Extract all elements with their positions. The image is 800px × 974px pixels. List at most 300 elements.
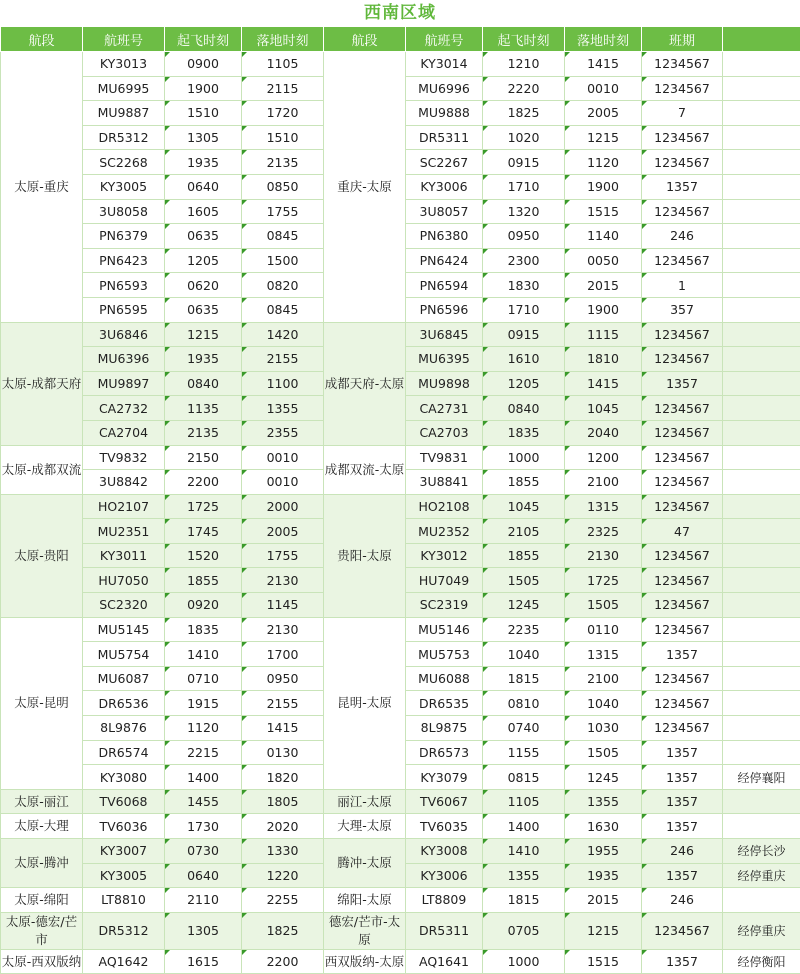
ret-depart-cell: 2220 [483,76,565,101]
ret-flight-cell: LT8809 [406,888,483,913]
header-note [723,27,800,52]
out-flight-cell: MU9897 [83,371,165,396]
ret-depart-cell: 1825 [483,101,565,126]
note-cell [723,494,800,519]
note-cell: 经停长沙 [723,839,800,864]
ret-depart-cell: 0810 [483,691,565,716]
ret-flight-cell: KY3014 [406,52,483,77]
ret-segment-cell: 昆明-太原 [324,617,406,789]
out-depart-cell: 1520 [165,543,242,568]
table-row [1,814,800,839]
ret-depart-cell: 0705 [483,912,565,949]
out-arrive-cell: 1355 [242,396,324,421]
note-cell: 经停襄阳 [723,765,800,790]
ret-depart-cell: 1855 [483,470,565,495]
ret-arrive-cell: 2040 [565,420,642,445]
schedule-days-cell: 357 [642,297,723,322]
out-depart-cell: 1935 [165,347,242,372]
ret-arrive-cell: 1215 [565,125,642,150]
schedule-days-cell: 246 [642,839,723,864]
out-arrive-cell: 0820 [242,273,324,298]
ret-flight-cell: KY3012 [406,543,483,568]
schedule-days-cell: 1234567 [642,199,723,224]
ret-segment-cell: 贵阳-太原 [324,494,406,617]
out-flight-cell: DR5312 [83,125,165,150]
table-row [1,888,800,913]
out-flight-cell: DR6536 [83,691,165,716]
ret-arrive-cell: 1200 [565,445,642,470]
out-arrive-cell: 2115 [242,76,324,101]
note-cell [723,789,800,814]
note-cell: 经停重庆 [723,912,800,949]
schedule-days-cell: 1234567 [642,150,723,175]
header-schedule-days: 班期 [642,27,723,52]
schedule-days-cell: 1 [642,273,723,298]
out-arrive-cell: 0010 [242,445,324,470]
out-arrive-cell: 0845 [242,297,324,322]
out-arrive-cell: 2000 [242,494,324,519]
out-flight-cell: 3U8842 [83,470,165,495]
out-segment-cell: 太原-腾冲 [1,839,83,888]
ret-depart-cell: 1400 [483,814,565,839]
schedule-days-cell: 1357 [642,174,723,199]
note-cell [723,568,800,593]
header-ret-segment: 航段 [324,27,406,52]
out-arrive-cell: 2155 [242,347,324,372]
ret-flight-cell: SC2267 [406,150,483,175]
note-cell [723,52,800,77]
note-cell [723,420,800,445]
header-out-flight: 航班号 [83,27,165,52]
out-depart-cell: 1120 [165,716,242,741]
ret-arrive-cell: 0110 [565,617,642,642]
ret-flight-cell: MU6088 [406,666,483,691]
ret-depart-cell: 1830 [483,273,565,298]
ret-depart-cell: 1245 [483,593,565,618]
ret-depart-cell: 0915 [483,150,565,175]
ret-arrive-cell: 1900 [565,297,642,322]
ret-arrive-cell: 2015 [565,273,642,298]
schedule-days-cell: 1357 [642,642,723,667]
out-arrive-cell: 0010 [242,470,324,495]
out-arrive-cell: 1755 [242,543,324,568]
out-flight-cell: MU5754 [83,642,165,667]
out-arrive-cell: 0950 [242,666,324,691]
note-cell [723,691,800,716]
out-depart-cell: 0640 [165,174,242,199]
note-cell [723,617,800,642]
out-segment-cell: 太原-成都天府 [1,322,83,445]
schedule-days-cell: 1234567 [642,76,723,101]
table-row [1,445,800,470]
out-arrive-cell: 0845 [242,224,324,249]
ret-depart-cell: 1410 [483,839,565,864]
out-flight-cell: KY3005 [83,174,165,199]
out-arrive-cell: 2135 [242,150,324,175]
ret-flight-cell: KY3006 [406,174,483,199]
out-depart-cell: 1305 [165,125,242,150]
ret-flight-cell: MU5146 [406,617,483,642]
out-flight-cell: TV6036 [83,814,165,839]
schedule-days-cell: 1234567 [642,248,723,273]
table-row [1,912,800,949]
ret-arrive-cell: 1955 [565,839,642,864]
out-depart-cell: 0840 [165,371,242,396]
ret-flight-cell: PN6596 [406,297,483,322]
schedule-days-cell: 1234567 [642,543,723,568]
out-flight-cell: MU2351 [83,519,165,544]
note-cell [723,642,800,667]
schedule-days-cell: 1234567 [642,125,723,150]
out-arrive-cell: 1415 [242,716,324,741]
out-arrive-cell: 2005 [242,519,324,544]
out-arrive-cell: 0130 [242,740,324,765]
ret-flight-cell: 3U6845 [406,322,483,347]
out-flight-cell: CA2732 [83,396,165,421]
ret-arrive-cell: 1415 [565,371,642,396]
schedule-days-cell: 47 [642,519,723,544]
out-flight-cell: KY3013 [83,52,165,77]
ret-depart-cell: 1040 [483,642,565,667]
out-segment-cell: 太原-大理 [1,814,83,839]
out-depart-cell: 1935 [165,150,242,175]
ret-segment-cell: 成都双流-太原 [324,445,406,494]
table-body [1,52,800,974]
table-row [1,949,800,974]
note-cell [723,297,800,322]
ret-arrive-cell: 1515 [565,199,642,224]
ret-arrive-cell: 1415 [565,52,642,77]
schedule-table [0,26,800,974]
ret-flight-cell: DR5311 [406,912,483,949]
note-cell [723,248,800,273]
note-cell [723,101,800,126]
out-depart-cell: 1215 [165,322,242,347]
out-flight-cell: AQ1642 [83,949,165,974]
ret-depart-cell: 1610 [483,347,565,372]
out-segment-cell: 太原-贵阳 [1,494,83,617]
note-cell [723,224,800,249]
out-arrive-cell: 1700 [242,642,324,667]
ret-segment-cell: 腾冲-太原 [324,839,406,888]
ret-flight-cell: MU9898 [406,371,483,396]
schedule-days-cell: 1234567 [642,494,723,519]
ret-arrive-cell: 1515 [565,949,642,974]
ret-arrive-cell: 1355 [565,789,642,814]
out-flight-cell: MU6087 [83,666,165,691]
note-cell [723,76,800,101]
out-flight-cell: CA2704 [83,420,165,445]
out-arrive-cell: 1105 [242,52,324,77]
out-depart-cell: 1900 [165,76,242,101]
header-out-depart: 起飞时刻 [165,27,242,52]
note-cell [723,347,800,372]
ret-arrive-cell: 2015 [565,888,642,913]
schedule-days-cell: 1234567 [642,420,723,445]
schedule-days-cell: 1234567 [642,666,723,691]
out-flight-cell: HU7050 [83,568,165,593]
note-cell [723,814,800,839]
out-arrive-cell: 2130 [242,617,324,642]
out-segment-cell: 太原-丽江 [1,789,83,814]
out-depart-cell: 2150 [165,445,242,470]
out-segment-cell: 太原-重庆 [1,52,83,323]
ret-arrive-cell: 1810 [565,347,642,372]
ret-flight-cell: TV9831 [406,445,483,470]
out-flight-cell: MU6396 [83,347,165,372]
out-flight-cell: DR6574 [83,740,165,765]
out-depart-cell: 1855 [165,568,242,593]
ret-flight-cell: PN6380 [406,224,483,249]
out-depart-cell: 2135 [165,420,242,445]
out-flight-cell: MU5145 [83,617,165,642]
out-arrive-cell: 2020 [242,814,324,839]
ret-arrive-cell: 1040 [565,691,642,716]
ret-arrive-cell: 1505 [565,740,642,765]
ret-flight-cell: HU7049 [406,568,483,593]
out-arrive-cell: 1820 [242,765,324,790]
ret-flight-cell: PN6594 [406,273,483,298]
ret-arrive-cell: 2325 [565,519,642,544]
out-arrive-cell: 2255 [242,888,324,913]
note-cell [723,174,800,199]
out-segment-cell: 太原-昆明 [1,617,83,789]
ret-arrive-cell: 1215 [565,912,642,949]
out-flight-cell: KY3007 [83,839,165,864]
ret-flight-cell: MU9888 [406,101,483,126]
out-arrive-cell: 2155 [242,691,324,716]
schedule-days-cell: 1234567 [642,617,723,642]
ret-flight-cell: MU2352 [406,519,483,544]
ret-flight-cell: MU6996 [406,76,483,101]
out-segment-cell: 太原-成都双流 [1,445,83,494]
ret-arrive-cell: 1900 [565,174,642,199]
schedule-days-cell: 246 [642,224,723,249]
ret-depart-cell: 1000 [483,445,565,470]
schedule-days-cell: 1357 [642,814,723,839]
ret-depart-cell: 2235 [483,617,565,642]
schedule-days-cell: 1234567 [642,470,723,495]
out-depart-cell: 0710 [165,666,242,691]
header-out-arrive: 落地时刻 [242,27,324,52]
note-cell [723,371,800,396]
ret-depart-cell: 0950 [483,224,565,249]
out-depart-cell: 0640 [165,863,242,888]
ret-arrive-cell: 1630 [565,814,642,839]
out-flight-cell: PN6593 [83,273,165,298]
out-flight-cell: MU6995 [83,76,165,101]
out-flight-cell: PN6379 [83,224,165,249]
out-depart-cell: 1605 [165,199,242,224]
table-row [1,839,800,864]
ret-segment-cell: 丽江-太原 [324,789,406,814]
header-ret-flight: 航班号 [406,27,483,52]
ret-arrive-cell: 1245 [565,765,642,790]
ret-depart-cell: 1710 [483,297,565,322]
ret-flight-cell: MU6395 [406,347,483,372]
ret-flight-cell: DR5311 [406,125,483,150]
ret-segment-cell: 大理-太原 [324,814,406,839]
schedule-days-cell: 1357 [642,863,723,888]
ret-depart-cell: 1320 [483,199,565,224]
ret-segment-cell: 重庆-太原 [324,52,406,323]
ret-depart-cell: 1000 [483,949,565,974]
note-cell: 经停重庆 [723,863,800,888]
out-flight-cell: HO2107 [83,494,165,519]
note-cell [723,740,800,765]
out-depart-cell: 0620 [165,273,242,298]
header-out-segment: 航段 [1,27,83,52]
ret-depart-cell: 0840 [483,396,565,421]
out-depart-cell: 0635 [165,297,242,322]
header-ret-depart: 起飞时刻 [483,27,565,52]
note-cell [723,273,800,298]
out-arrive-cell: 1500 [242,248,324,273]
ret-arrive-cell: 1120 [565,150,642,175]
out-depart-cell: 1615 [165,949,242,974]
out-flight-cell: 3U6846 [83,322,165,347]
note-cell [723,199,800,224]
out-arrive-cell: 1145 [242,593,324,618]
ret-depart-cell: 1855 [483,543,565,568]
out-depart-cell: 1455 [165,789,242,814]
out-arrive-cell: 0850 [242,174,324,199]
table-row [1,494,800,519]
header-ret-arrive: 落地时刻 [565,27,642,52]
ret-flight-cell: CA2703 [406,420,483,445]
ret-arrive-cell: 0010 [565,76,642,101]
out-segment-cell: 太原-西双版纳 [1,949,83,974]
out-arrive-cell: 2355 [242,420,324,445]
note-cell [723,322,800,347]
ret-flight-cell: 3U8841 [406,470,483,495]
ret-flight-cell: AQ1641 [406,949,483,974]
ret-segment-cell: 德宏/芒市-太原 [324,912,406,949]
out-depart-cell: 1915 [165,691,242,716]
ret-depart-cell: 1815 [483,666,565,691]
ret-depart-cell: 1835 [483,420,565,445]
ret-flight-cell: TV6035 [406,814,483,839]
note-cell [723,125,800,150]
out-flight-cell: KY3005 [83,863,165,888]
ret-arrive-cell: 1935 [565,863,642,888]
ret-flight-cell: DR6535 [406,691,483,716]
table-row [1,789,800,814]
ret-segment-cell: 成都天府-太原 [324,322,406,445]
ret-arrive-cell: 1315 [565,642,642,667]
ret-arrive-cell: 1115 [565,322,642,347]
out-arrive-cell: 1755 [242,199,324,224]
out-depart-cell: 1725 [165,494,242,519]
ret-segment-cell: 西双版纳-太原 [324,949,406,974]
ret-flight-cell: KY3079 [406,765,483,790]
out-depart-cell: 0635 [165,224,242,249]
ret-arrive-cell: 2130 [565,543,642,568]
ret-depart-cell: 1045 [483,494,565,519]
schedule-days-cell: 7 [642,101,723,126]
out-flight-cell: DR5312 [83,912,165,949]
out-flight-cell: LT8810 [83,888,165,913]
note-cell [723,716,800,741]
out-flight-cell: KY3080 [83,765,165,790]
schedule-days-cell: 1234567 [642,322,723,347]
table-row [1,52,800,77]
schedule-days-cell: 1357 [642,949,723,974]
out-depart-cell: 0900 [165,52,242,77]
ret-depart-cell: 1505 [483,568,565,593]
note-cell [723,888,800,913]
out-depart-cell: 1305 [165,912,242,949]
out-depart-cell: 1400 [165,765,242,790]
ret-depart-cell: 1210 [483,52,565,77]
out-depart-cell: 0920 [165,593,242,618]
schedule-days-cell: 246 [642,888,723,913]
note-cell [723,543,800,568]
out-depart-cell: 2215 [165,740,242,765]
note-cell [723,150,800,175]
ret-depart-cell: 1155 [483,740,565,765]
out-flight-cell: TV9832 [83,445,165,470]
out-depart-cell: 0730 [165,839,242,864]
note-cell [723,593,800,618]
ret-depart-cell: 1105 [483,789,565,814]
out-segment-cell: 太原-德宏/芒市 [1,912,83,949]
ret-depart-cell: 2105 [483,519,565,544]
ret-flight-cell: CA2731 [406,396,483,421]
out-depart-cell: 1510 [165,101,242,126]
out-arrive-cell: 1330 [242,839,324,864]
out-depart-cell: 1835 [165,617,242,642]
out-arrive-cell: 1720 [242,101,324,126]
out-flight-cell: PN6423 [83,248,165,273]
ret-flight-cell: SC2319 [406,593,483,618]
schedule-days-cell: 1234567 [642,568,723,593]
out-depart-cell: 1730 [165,814,242,839]
ret-arrive-cell: 1505 [565,593,642,618]
schedule-days-cell: 1234567 [642,347,723,372]
schedule-days-cell: 1234567 [642,52,723,77]
ret-arrive-cell: 2005 [565,101,642,126]
out-depart-cell: 1410 [165,642,242,667]
out-arrive-cell: 1220 [242,863,324,888]
ret-flight-cell: KY3006 [406,863,483,888]
ret-flight-cell: TV6067 [406,789,483,814]
ret-arrive-cell: 1315 [565,494,642,519]
ret-depart-cell: 1205 [483,371,565,396]
out-arrive-cell: 2130 [242,568,324,593]
ret-flight-cell: 3U8057 [406,199,483,224]
ret-depart-cell: 1355 [483,863,565,888]
ret-flight-cell: HO2108 [406,494,483,519]
table-row [1,322,800,347]
schedule-days-cell: 1234567 [642,691,723,716]
ret-arrive-cell: 1725 [565,568,642,593]
out-segment-cell: 太原-绵阳 [1,888,83,913]
ret-flight-cell: KY3008 [406,839,483,864]
note-cell [723,519,800,544]
ret-segment-cell: 绵阳-太原 [324,888,406,913]
out-depart-cell: 1745 [165,519,242,544]
schedule-days-cell: 1234567 [642,396,723,421]
table-row [1,617,800,642]
out-arrive-cell: 1825 [242,912,324,949]
out-depart-cell: 1205 [165,248,242,273]
ret-flight-cell: DR6573 [406,740,483,765]
ret-flight-cell: MU5753 [406,642,483,667]
schedule-days-cell: 1234567 [642,912,723,949]
ret-arrive-cell: 2100 [565,470,642,495]
schedule-days-cell: 1357 [642,740,723,765]
